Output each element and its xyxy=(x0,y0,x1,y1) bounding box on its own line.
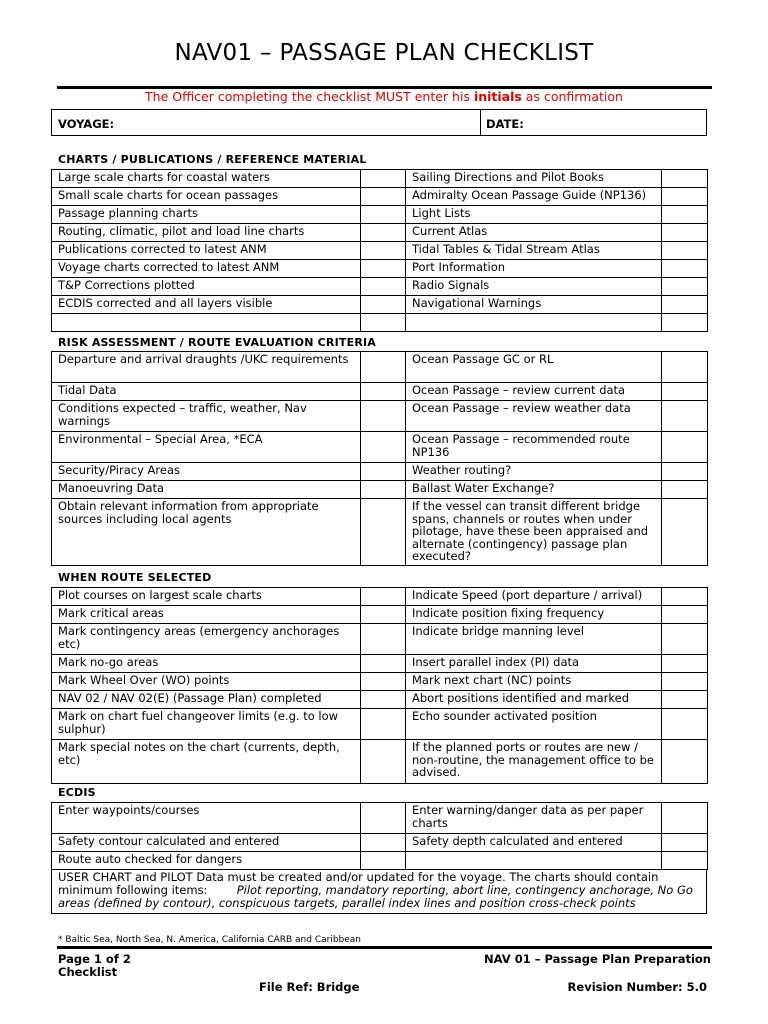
initials-box[interactable] xyxy=(361,242,406,260)
checklist-row xyxy=(52,481,708,499)
initials-box[interactable] xyxy=(662,852,708,870)
instruction-notice xyxy=(0,89,768,104)
checklist-item: Passage planning charts xyxy=(52,206,361,224)
checklist-item: Enter waypoints/courses xyxy=(52,803,361,834)
initials-box[interactable] xyxy=(662,709,708,740)
initials-box[interactable] xyxy=(361,352,406,383)
initials-box[interactable] xyxy=(662,278,708,296)
ecdis-note-text: USER CHART and PILOT Data must be created and/or updated for the voyage. The charts should contain minimum following items: xyxy=(58,870,659,897)
initials-box[interactable] xyxy=(662,383,708,401)
footer-rule xyxy=(57,946,712,949)
initials-box[interactable] xyxy=(662,260,708,278)
checklist-row xyxy=(52,260,708,278)
checklist-row xyxy=(52,673,708,691)
initials-box[interactable] xyxy=(361,401,406,432)
initials-box[interactable] xyxy=(662,803,708,834)
checklist-item: Safety contour calculated and entered xyxy=(52,834,361,852)
checklist-item: Mark on chart fuel changeover limits (e.g. to low sulphur) xyxy=(52,709,361,740)
checklist-row xyxy=(52,803,708,834)
checklist-row xyxy=(52,834,708,852)
checklist-item: Admiralty Ocean Passage Guide (NP136) xyxy=(406,188,662,206)
initials-box[interactable] xyxy=(662,834,708,852)
checklist-item: Manoeuvring Data xyxy=(52,481,361,499)
checklist-item: Ocean Passage – review weather data xyxy=(406,401,662,432)
checklist-item: Ocean Passage – recommended route NP136 xyxy=(406,432,662,463)
voyage-label: VOYAGE: xyxy=(58,117,115,131)
notice-text: The Officer completing the checklist MUST enter his xyxy=(145,89,474,104)
checklist-table-route xyxy=(51,587,708,784)
ecdis-note-items: Pilot reporting, mandatory reporting, abort line, contingency anchorage, No Go areas (defined by contour), conspicuous targets, parallel index lines and position cross-check points xyxy=(58,883,693,910)
checklist-row xyxy=(52,499,708,566)
initials-box[interactable] xyxy=(662,481,708,499)
checklist-item: Weather routing? xyxy=(406,463,662,481)
checklist-item: Departure and arrival draughts /UKC requirements xyxy=(52,352,361,383)
initials-box[interactable] xyxy=(361,691,406,709)
section-heading: WHEN ROUTE SELECTED xyxy=(58,571,212,584)
checklist-item: Obtain relevant information from appropriate sources including local agents xyxy=(52,499,361,566)
checklist-item: Mark critical areas xyxy=(52,606,361,624)
section-heading: ECDIS xyxy=(58,786,96,799)
checklist-item: Insert parallel index (PI) data xyxy=(406,655,662,673)
checklist-item: If the planned ports or routes are new / non-routine, the management office to be advised. xyxy=(406,740,662,784)
initials-box[interactable] xyxy=(361,852,406,870)
document-type: Checklist xyxy=(58,965,118,979)
checklist-row xyxy=(52,314,708,332)
initials-box[interactable] xyxy=(361,624,406,655)
checklist-item: Plot courses on largest scale charts xyxy=(52,588,361,606)
section-heading: RISK ASSESSMENT / ROUTE EVALUATION CRITERIA xyxy=(58,336,376,349)
checklist-item: Tidal Data xyxy=(52,383,361,401)
ecdis-note xyxy=(51,869,707,914)
checklist-row xyxy=(52,224,708,242)
file-reference: File Ref: Bridge xyxy=(259,980,360,994)
initials-box[interactable] xyxy=(662,170,708,188)
checklist-row xyxy=(52,588,708,606)
checklist-item: Small scale charts for ocean passages xyxy=(52,188,361,206)
initials-box[interactable] xyxy=(361,673,406,691)
initials-box[interactable] xyxy=(662,673,708,691)
initials-box[interactable] xyxy=(361,709,406,740)
initials-box[interactable] xyxy=(662,588,708,606)
section-heading: CHARTS / PUBLICATIONS / REFERENCE MATERIAL xyxy=(58,153,367,166)
initials-box[interactable] xyxy=(361,170,406,188)
checklist-row xyxy=(52,691,708,709)
checklist-item xyxy=(406,314,662,332)
checklist-item: NAV 02 / NAV 02(E) (Passage Plan) completed xyxy=(52,691,361,709)
initials-box[interactable] xyxy=(361,432,406,463)
checklist-item: Environmental – Special Area, *ECA xyxy=(52,432,361,463)
checklist-item: Voyage charts corrected to latest ANM xyxy=(52,260,361,278)
checklist-item: Routing, climatic, pilot and load line charts xyxy=(52,224,361,242)
checklist-item: If the vessel can transit different bridge spans, channels or routes when under pilotage, have these been appraised and alternate (contingency) passage plan executed? xyxy=(406,499,662,566)
document-name: NAV 01 – Passage Plan Preparation xyxy=(484,952,711,966)
initials-box[interactable] xyxy=(662,606,708,624)
initials-box[interactable] xyxy=(662,224,708,242)
initials-box[interactable] xyxy=(662,691,708,709)
checklist-row xyxy=(52,188,708,206)
checklist-row xyxy=(52,606,708,624)
checklist-row xyxy=(52,655,708,673)
initials-box[interactable] xyxy=(662,314,708,332)
checklist-item: Indicate Speed (port departure / arrival) xyxy=(406,588,662,606)
initials-box[interactable] xyxy=(662,624,708,655)
page-title: NAV01 – PASSAGE PLAN CHECKLIST xyxy=(174,40,594,66)
initials-box[interactable] xyxy=(662,188,708,206)
checklist-row xyxy=(52,206,708,224)
checklist-item: Abort positions identified and marked xyxy=(406,691,662,709)
voyage-field[interactable] xyxy=(52,110,481,135)
checklist-row xyxy=(52,170,708,188)
initials-box[interactable] xyxy=(361,296,406,314)
initials-box[interactable] xyxy=(662,206,708,224)
checklist-item: Conditions expected – traffic, weather, Nav warnings xyxy=(52,401,361,432)
initials-box[interactable] xyxy=(662,463,708,481)
checklist-table-risk xyxy=(51,351,708,566)
checklist-row xyxy=(52,852,708,870)
initials-box[interactable] xyxy=(662,296,708,314)
checklist-row xyxy=(52,242,708,260)
checklist-row xyxy=(52,740,708,784)
checklist-item: T&P Corrections plotted xyxy=(52,278,361,296)
checklist-item: ECDIS corrected and all layers visible xyxy=(52,296,361,314)
checklist-table-ecdis xyxy=(51,802,708,870)
checklist-row xyxy=(52,463,708,481)
initials-box[interactable] xyxy=(361,383,406,401)
checklist-item xyxy=(52,314,361,332)
checklist-item: Mark next chart (NC) points xyxy=(406,673,662,691)
date-label: DATE: xyxy=(486,117,524,131)
checklist-row xyxy=(52,352,708,383)
voyage-date-box xyxy=(51,109,707,136)
initials-box[interactable] xyxy=(662,740,708,784)
initials-box[interactable] xyxy=(361,278,406,296)
checklist-item: Ballast Water Exchange? xyxy=(406,481,662,499)
initials-box[interactable] xyxy=(361,588,406,606)
checklist-row xyxy=(52,278,708,296)
checklist-item: Current Atlas xyxy=(406,224,662,242)
page-number: Page 1 of 2 xyxy=(58,952,131,966)
checklist-row xyxy=(52,432,708,463)
checklist-row xyxy=(52,383,708,401)
initials-box[interactable] xyxy=(662,432,708,463)
checklist-item: Light Lists xyxy=(406,206,662,224)
footnote: * Baltic Sea, North Sea, N. America, California CARB and Caribbean xyxy=(58,935,361,945)
initials-box[interactable] xyxy=(662,242,708,260)
initials-box[interactable] xyxy=(662,499,708,566)
initials-box[interactable] xyxy=(361,803,406,834)
checklist-item: Mark contingency areas (emergency anchorages etc) xyxy=(52,624,361,655)
checklist-item: Ocean Passage GC or RL xyxy=(406,352,662,383)
initials-box[interactable] xyxy=(361,834,406,852)
initials-box[interactable] xyxy=(662,655,708,673)
checklist-item: Mark special notes on the chart (currents, depth, etc) xyxy=(52,740,361,784)
checklist-item: Port Information xyxy=(406,260,662,278)
initials-box[interactable] xyxy=(361,260,406,278)
checklist-row xyxy=(52,624,708,655)
checklist-item: Enter warning/danger data as per paper charts xyxy=(406,803,662,834)
checklist-item: Mark Wheel Over (WO) points xyxy=(52,673,361,691)
checklist-item: Indicate position fixing frequency xyxy=(406,606,662,624)
initials-box[interactable] xyxy=(361,188,406,206)
initials-box[interactable] xyxy=(662,352,708,383)
notice-emphasis: initials xyxy=(473,89,522,104)
checklist-table-charts xyxy=(51,169,708,332)
notice-text-end: as confirmation xyxy=(521,89,623,104)
checklist-item: Route auto checked for dangers xyxy=(52,852,361,870)
checklist-item: Safety depth calculated and entered xyxy=(406,834,662,852)
initials-box[interactable] xyxy=(662,401,708,432)
checklist-item: Indicate bridge manning level xyxy=(406,624,662,655)
initials-box[interactable] xyxy=(361,463,406,481)
initials-box[interactable] xyxy=(361,655,406,673)
checklist-item: Security/Piracy Areas xyxy=(52,463,361,481)
checklist-item: Ocean Passage – review current data xyxy=(406,383,662,401)
checklist-item: Navigational Warnings xyxy=(406,296,662,314)
checklist-row xyxy=(52,296,708,314)
checklist-item: Mark no-go areas xyxy=(52,655,361,673)
initials-box[interactable] xyxy=(361,606,406,624)
checklist-row xyxy=(52,709,708,740)
checklist-item: Publications corrected to latest ANM xyxy=(52,242,361,260)
checklist-item: Sailing Directions and Pilot Books xyxy=(406,170,662,188)
checklist-item: Echo sounder activated position xyxy=(406,709,662,740)
initials-box[interactable] xyxy=(361,740,406,784)
checklist-item: Tidal Tables & Tidal Stream Atlas xyxy=(406,242,662,260)
revision-number: Revision Number: 5.0 xyxy=(567,980,707,994)
checklist-item xyxy=(406,852,662,870)
initials-box[interactable] xyxy=(361,481,406,499)
initials-box[interactable] xyxy=(361,206,406,224)
initials-box[interactable] xyxy=(361,224,406,242)
checklist-item: Large scale charts for coastal waters xyxy=(52,170,361,188)
checklist-row xyxy=(52,401,708,432)
checklist-item: Radio Signals xyxy=(406,278,662,296)
initials-box[interactable] xyxy=(361,314,406,332)
initials-box[interactable] xyxy=(361,499,406,566)
